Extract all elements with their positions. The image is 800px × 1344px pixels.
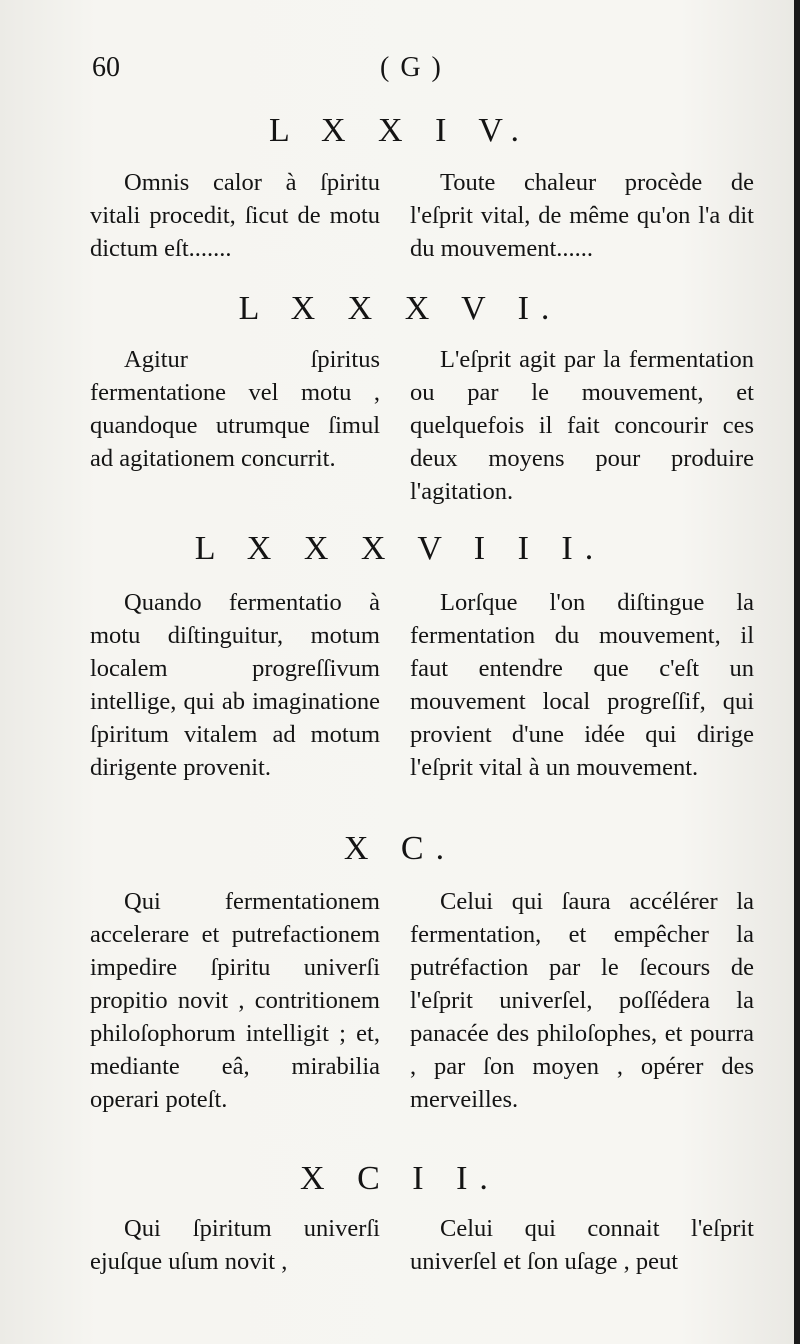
section-heading-xc: X C.	[343, 830, 457, 867]
latin-paragraph: Omnis calor à ſpiritu vitali procedit, ſicut de motu dictum eſt.......	[90, 169, 380, 262]
latin-paragraph: Qui ſpiritum univerſi ejuſque uſum novit ,	[90, 1215, 380, 1275]
french-text-xcii	[410, 1212, 754, 1278]
section-heading-lxxxvi: L X X X V I.	[238, 290, 562, 327]
french-paragraph: L'eſprit agit par la fermentation ou par le mouvement, et quelquefois il fait concourir ces deux moyens pour produire l'agitation.	[410, 346, 754, 505]
french-text-xc	[410, 885, 754, 1116]
page-edge	[794, 0, 800, 1344]
latin-paragraph: Qui fermentationem accelerare et putrefactionem impedire ſpiritu univerſi propitio novit , contritionem philoſophorum intelligit ; et, mediante eâ, mirabilia operari poteſt.	[90, 888, 380, 1113]
french-text-lxxxvi	[410, 343, 754, 508]
french-paragraph: Celui qui ſaura accélérer la fermentation, et empêcher la putréfaction par le ſecours de l'eſprit univerſel, poſſédera la panacée des philoſophes, et pourra , par ſon moyen , opérer des merveilles.	[410, 888, 754, 1113]
latin-paragraph: Agitur ſpiritus fermentatione vel motu , quandoque utrumque ſimul ad agitationem concurrit.	[90, 346, 380, 472]
latin-text-lxxxvi	[90, 343, 380, 475]
section-heading-lxxiv: L X X I V.	[269, 112, 531, 149]
page-header	[0, 52, 800, 92]
section-heading-lxxxviii: L X X X V I I I.	[194, 530, 606, 567]
french-paragraph: Celui qui connait l'eſprit univerſel et ſon uſage , peut	[410, 1215, 754, 1275]
page-number: 60	[92, 52, 120, 83]
signature-mark: ( G )	[380, 52, 443, 83]
latin-text-xcii	[90, 1212, 380, 1278]
french-paragraph: Lorſque l'on diſtingue la fermentation du mouvement, il faut entendre que c'eſt un mouvement local progreſſif, qui provient d'une idée qui dirige l'eſprit vital à un mouvement.	[410, 589, 754, 781]
french-text-lxxxviii	[410, 586, 754, 784]
latin-text-lxxxviii	[90, 586, 380, 784]
section-heading-xcii: X C I I.	[300, 1160, 500, 1197]
latin-paragraph: Quando fermentatio à motu diſtinguitur, motum localem progreſſivum intellige, qui ab imaginatione ſpiritum vitalem ad motum dirigente provenit.	[90, 589, 380, 781]
latin-text-lxxiv	[90, 166, 380, 265]
french-text-lxxiv	[410, 166, 754, 265]
french-paragraph: Toute chaleur procède de l'eſprit vital, de même qu'on l'a dit du mouvement......	[410, 169, 754, 262]
latin-text-xc	[90, 885, 380, 1116]
